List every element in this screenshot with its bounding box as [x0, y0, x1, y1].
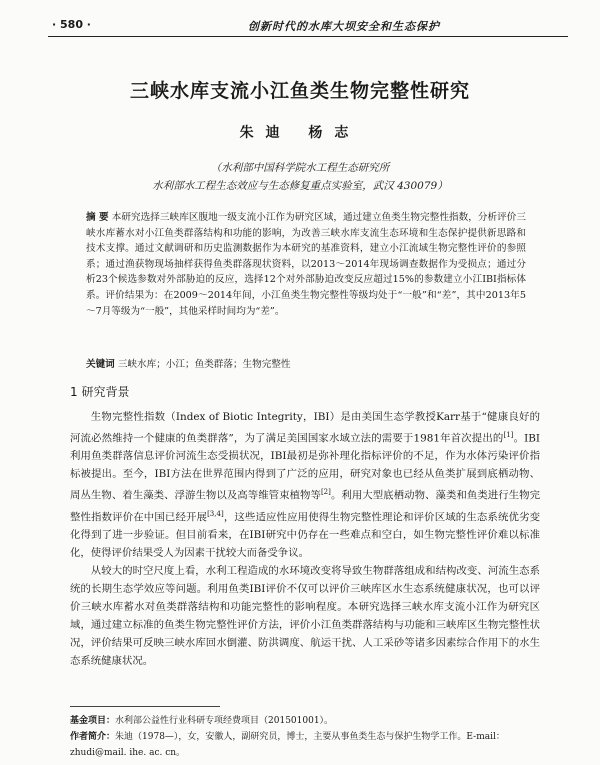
abstract: [86, 210, 526, 319]
fund-label: 基金项目：: [70, 716, 116, 726]
paragraph-1-part-b: 。IBI利用鱼类群落信息评价河流生态受损状况，IBI最初是弥补理化指标评价的不足，作为水体污染评价指标被提出。至今，IBI方法在世界范围内得到了广泛的应用，研究对象也已经从鱼类扩展到底栖动物、周丛生物、着生藻类、浮游生物以及高等维管束植物等: [70, 432, 540, 502]
citation-3: [3,4]: [207, 509, 224, 518]
affiliation-line-2: 水利部水工程生态效应与生态修复重点实验室，武汉 430079）: [152, 180, 448, 192]
email-line: zhudi@mail. ihe. ac. cn。: [70, 748, 186, 758]
affiliation-line-1: （水利部中国科学院水工程生态研究所: [210, 162, 390, 174]
section-body: [70, 408, 540, 670]
fund-text: 水利部公益性行业科研专项经费项目（201501001）。: [115, 716, 334, 726]
keywords-text: 三峡水库；小江；鱼类群落；生物完整性: [117, 359, 291, 370]
footnote-divider: [70, 706, 220, 707]
keywords-label: 关键词: [86, 359, 115, 370]
author-list: 朱迪 杨志: [239, 125, 361, 141]
citation-1: [1]: [503, 431, 514, 439]
footnotes: [70, 713, 540, 761]
keywords: [86, 357, 526, 372]
page-number: · 580 ·: [52, 18, 91, 31]
section-heading: 1 研究背景: [70, 385, 130, 399]
paragraph-1-part-d: ，这些适应性应用使得生物完整性理论和评价区域的生态系统优劣变化得到了进一步验证。但目前看来，在IBI研究中仍存在一些难点和空白，如生物完整性评价难以标准化，使得评价结果受人为因素干扰较大而备受争议。: [70, 511, 541, 560]
citation-2: [2]: [320, 488, 331, 497]
running-header: [48, 18, 568, 37]
fund-footnote: [70, 713, 540, 729]
paragraph-1-part-c: 。利用大型底栖动物、藻类和鱼类进行生物完整性指数评价在中国已经开展: [70, 489, 540, 524]
abstract-text: 本研究选择三峡库区腹地一级支流小江作为研究区域，通过建立鱼类生物完整性指数，分析评价三峡水库蓄水对小江鱼类群落结构和功能的影响，为改善三峡水库支流生态环境和生态保护提供新思路和技术支撑。通过文献调研和历史监测数据作为本研究的基准资料，建立小江流域生物完整性评价的参照系；通过渔获物现场抽样获得鱼类群落现状资料，以2013～2014年现场调查数据作为受损点；通过分析23个候选参数对外部胁迫的反应，选择12个对外部胁迫改变反应超过15%的参数建立小江IBI指标体系。评价结果为：在2009～2014年间，小江鱼类生物完整性等级均处于“一般”和“差”，其中2013年5～7月等级为“一般”，其他采样时间均为“差”。: [86, 212, 526, 317]
paper-title: 三峡水库支流小江鱼类生物完整性研究: [129, 80, 470, 102]
author-bio-text: 朱迪（1978—），女，安徽人，副研究员，博士，主要从事鱼类生态与保护生物学工作。E-mail：: [115, 732, 505, 742]
paragraph-1-part-a: 生物完整性指数（Index of Biotic Integrity，IBI）是由美国生态学教授Karr基于“健康良好的河流必然维持一个健康的鱼类群落”，为了满足美国国家水域立法的需要于1981年首次提出的: [70, 411, 540, 445]
author-footnote: [70, 729, 540, 745]
author-bio-label: 作者简介：: [70, 732, 116, 742]
paragraph-2: 从较大的时空尺度上看，水利工程造成的水环境改变将导致生物群落组成和结构改变、河流生态系统的长期生态学效应等问题。利用鱼类IBI评价不仅可以评价三峡库区水生态系统健康状况，也可以评价三峡水库蓄水对鱼类群落结构和功能完整性的影响程度。本研究选择三峡水库支流小江作为研究区域，通过建立标准的鱼类生物完整性评价方法，评价小江鱼类群落结构与功能和三峡库区生物完整性状况，评价结果可反映三峡水库回水倒灌、防洪调度、航运干扰、人工采砂等诸多因素综合作用下的水生态系统健康状况。: [70, 565, 540, 668]
paragraph-1: [70, 408, 540, 562]
running-title: 创新时代的水库大坝安全和生态保护: [248, 20, 440, 33]
abstract-label: 摘 要: [86, 212, 109, 223]
